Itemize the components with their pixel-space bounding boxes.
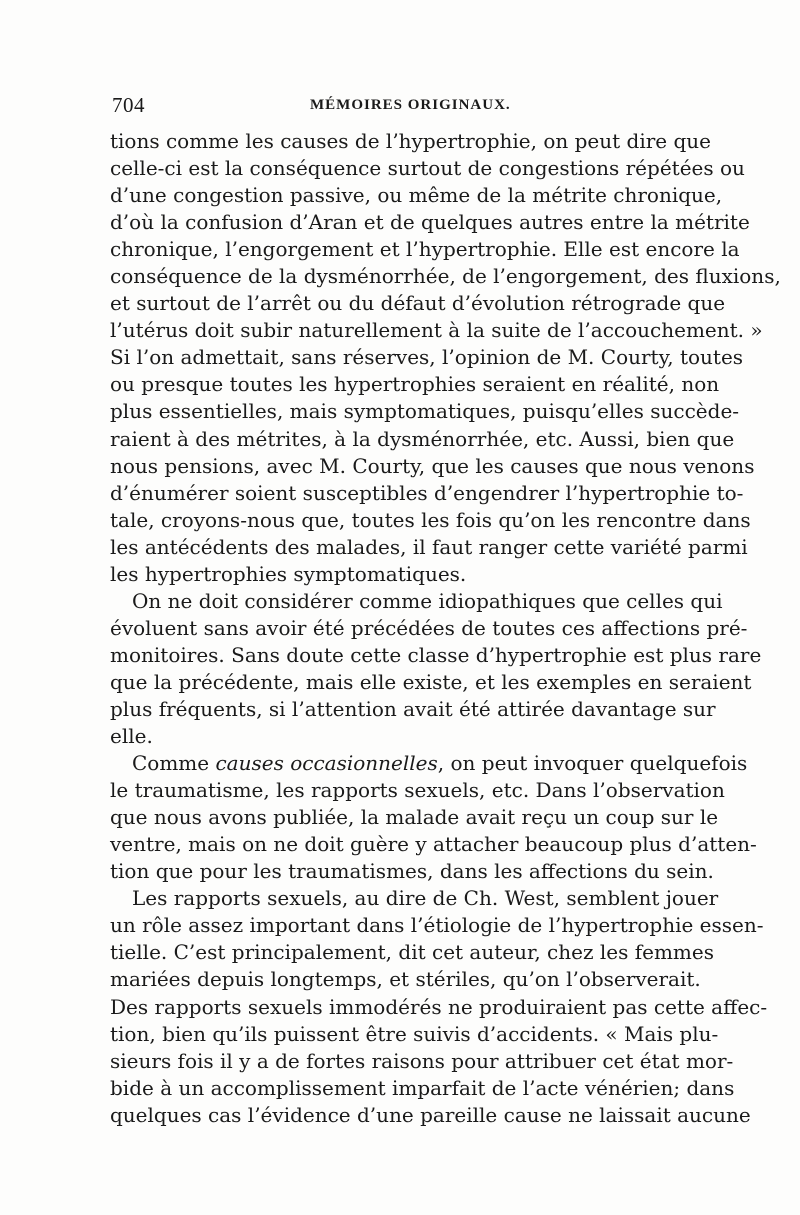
text-line: ventre, mais on ne doit guère y attacher beaucoup plus d’atten- — [110, 832, 757, 857]
text-line: chronique, l’engorgement et l’hypertrophie. Elle est encore la — [110, 237, 740, 262]
text-line: et surtout de l’arrêt ou du défaut d’évolution rétrograde que — [110, 291, 726, 316]
paragraph — [110, 750, 757, 885]
text-line: plus fréquents, si l’attention avait été attirée davantage sur — [110, 696, 716, 721]
text-line: que la précédente, mais elle existe, et les exemples en seraient — [110, 669, 752, 694]
text-line: bide à un accomplissement imparfait de l’acte vénérien; dans — [110, 1075, 735, 1100]
text-line: tion que pour les traumatismes, dans les affections du sein. — [110, 859, 714, 884]
text-line: mariées depuis longtemps, et stériles, qu’on l’observerait. — [110, 967, 701, 992]
text-line: évoluent sans avoir été précédées de toutes ces affections pré- — [110, 615, 748, 640]
paragraph — [110, 588, 762, 750]
text-line: les hypertrophies symptomatiques. — [110, 561, 467, 586]
text-line: conséquence de la dysménorrhée, de l’engorgement, des fluxions, — [110, 264, 781, 289]
italic-phrase: causes occasionnelles — [215, 751, 438, 776]
text-line: les antécédents des malades, il faut ranger cette variété parmi — [110, 534, 748, 559]
text-line: un rôle assez important dans l’étiologie de l’hypertrophie essen- — [110, 913, 764, 938]
text-line: tielle. C’est principalement, dit cet auteur, chez les femmes — [110, 940, 714, 965]
paragraph — [110, 128, 781, 588]
text-line: Les rapports sexuels, au dire de Ch. West, semblent jouer — [132, 886, 719, 911]
text-line: raient à des métrites, à la dysménorrhée, etc. Aussi, bien que — [110, 426, 735, 451]
text-line: monitoires. Sans doute cette classe d’hypertrophie est plus rare — [110, 642, 762, 667]
text-line: sieurs fois il y a de fortes raisons pour attribuer cet état mor- — [110, 1048, 734, 1073]
text-line: quelques cas l’évidence d’une pareille cause ne laissait aucune — [110, 1102, 751, 1127]
text-line: que nous avons publiée, la malade avait reçu un coup sur le — [110, 805, 719, 830]
text-line: Si l’on admettait, sans réserves, l’opinion de M. Courty, toutes — [110, 345, 744, 370]
text-line: d’une congestion passive, ou même de la métrite chronique, — [110, 183, 723, 208]
text-line: tale, croyons-nous que, toutes les fois qu’on les rencontre dans — [110, 507, 751, 532]
text-line: nous pensions, avec M. Courty, que les causes que nous venons — [110, 453, 755, 478]
page-number: 704 — [112, 93, 145, 117]
body-text — [110, 128, 781, 1129]
running-title: MÉMOIRES ORIGINAUX. — [310, 97, 511, 113]
text-line: plus essentielles, mais symptomatiques, puisqu’elles succède- — [110, 399, 740, 424]
text-line: l’utérus doit subir naturellement à la suite de l’accouchement. » — [110, 318, 763, 343]
text-line: d’énumérer soient susceptibles d’engendrer l’hypertrophie to- — [110, 480, 744, 505]
text-line: Des rapports sexuels immodérés ne produiraient pas cette affec- — [110, 994, 768, 1019]
text-line: ou presque toutes les hypertrophies seraient en réalité, non — [110, 372, 720, 397]
page-header — [112, 93, 690, 125]
text-line: Comme causes occasionnelles, on peut invoquer quelquefois — [132, 751, 748, 776]
text-line: celle-ci est la conséquence surtout de congestions répétées ou — [110, 156, 745, 181]
text-line: d’où la confusion d’Aran et de quelques autres entre la métrite — [110, 210, 750, 235]
text-line: tion, bien qu’ils puissent être suivis d’accidents. « Mais plu- — [110, 1021, 719, 1046]
text-line: On ne doit considérer comme idiopathiques que celles qui — [132, 588, 723, 613]
text-line: le traumatisme, les rapports sexuels, etc. Dans l’observation — [110, 778, 725, 803]
paragraph — [110, 885, 768, 1128]
text-line: tions comme les causes de l’hypertrophie, on peut dire que — [110, 129, 711, 153]
text-line: elle. — [110, 724, 153, 749]
